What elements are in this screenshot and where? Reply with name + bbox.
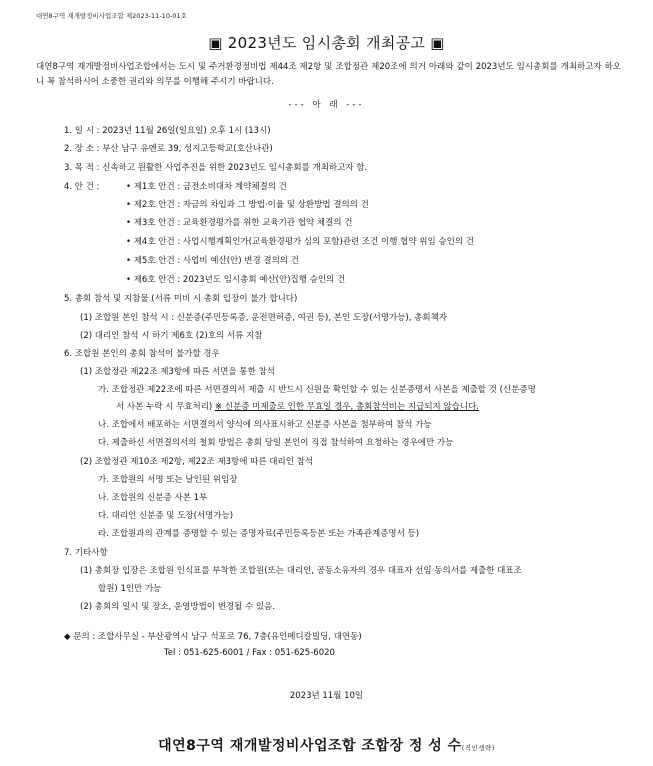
- item-agenda-label: 4. 안 건 :: [64, 182, 100, 192]
- item-attendance-proxy: (2) 대리인 참석 시 하기 제6호 (2)호의 서류 지참: [80, 331, 263, 341]
- item-date: 1. 일 시 : 2023년 11월 26일(일요일) 오후 1시 (13시): [64, 126, 271, 136]
- notice-date: 2023년 11월 10일: [289, 691, 364, 701]
- agenda-item: • 제2호 안건 : 자금의 차입과 그 방법·이율 및 상환방법 결의의 건: [126, 200, 369, 210]
- section-divider-label: --- 아 래 ---: [288, 100, 365, 110]
- other-entry: (1) 총회장 입장은 조합원 인식표를 부착한 조합원(또는 대리인, 공동소유자의 경우 대표자 선임 동의서를 제출한 대표조: [80, 566, 522, 576]
- agenda-item: • 제4호 안건 : 사업시행계획인가(교육환경평가 심의 포함)관련 조건 이행 협약 위임 승인의 건: [126, 237, 474, 247]
- warning-note: ※ 신분증 미제출로 인한 무효일 경우, 총회참석비는 지급되지 않습니다.: [214, 402, 480, 412]
- item-purpose: 3. 목 적 : 신속하고 원활한 사업추진을 위한 2023년도 임시총회를 개최하고자 함.: [64, 163, 368, 173]
- item-other: 7. 기타사항: [64, 548, 108, 558]
- seal-note: (직인생략): [461, 744, 495, 752]
- invalid-note: 서 사본 누락 시 무효처리): [116, 402, 213, 412]
- item-attendance-self: (1) 조합원 본인 참석 시 : 신분증(주민등록증, 운전면허증, 여권 등), 본인 도장(서명가능), 총회책자: [80, 313, 447, 323]
- written-resolution-da: 다. 제출하신 서면결의서의 철회 방법은 총회 당일 본인이 직접 참석하여 요청하는 경우에만 가능: [98, 438, 454, 448]
- item-venue: 2. 장 소 : 부산 남구 유엔로 39, 성지고등학교(호산나관): [64, 144, 273, 154]
- item-absence: 6. 조합원 본인의 총회 참석이 불가할 경우: [64, 349, 220, 359]
- agenda-item: • 제5호 안건 : 사업비 예산(안) 변경 결의의 건: [126, 256, 299, 266]
- contact-address: ◆ 문의 : 조합사무실 - 부산광역시 남구 석포로 76, 7층(유인메디칼빌딩, 대연동): [64, 632, 362, 642]
- item-attendance: 5. 총회 참석 및 지참물 (서류 미비 시 총회 입장이 불가 합니다): [64, 294, 298, 304]
- proxy-na: 나. 조합원의 신분증 사본 1부: [98, 493, 208, 503]
- notice-title: ▣ 2023년도 임시총회 개최공고 ▣: [208, 34, 445, 52]
- agenda-item: • 제6호 안건 : 2023년도 임시총회 예산(안)집행 승인의 건: [126, 275, 346, 285]
- intro-paragraph: 대연8구역 재개발정비사업조합에서는 도시 및 주거환경정비법 제44조 제2항 및 조합정관 제20조에 의거 아래와 같이 2023년도 임시총회를 개최하고자 하오니 꼭 참석하시어 소중한 권리와 의무를 이행해 주시기 바랍니다.: [36, 62, 621, 87]
- proxy-ra: 라. 조합원과의 관계를 증명할 수 있는 증명자료(주민등록등본 또는 가족관계증명서 등): [98, 529, 420, 539]
- item-written-resolution: (1) 조합정관 제22조 제3항에 따른 서면을 통한 참석: [80, 367, 275, 377]
- document-number: 대연8구역 재개발정비사업조합 제2023-11-10-01호: [36, 12, 187, 20]
- written-resolution-ga: 가. 조합정관 제22조에 따른 서면결의서 제출 시 반드시 신원을 확인할 수 있는 신분증명서 사본을 제출할 것 (신분증명: [98, 385, 536, 395]
- signature-name: 대연8구역 재개발정비사업조합 조합장 정 성 수: [158, 738, 462, 754]
- other-change: (2) 총회의 일시 및 장소, 운영방법이 변경될 수 있음.: [80, 602, 276, 612]
- other-entry-cont: 합원) 1인만 가능: [98, 584, 162, 594]
- written-resolution-na: 나. 조합에서 배포하는 서면결의서 양식에 의사표시하고 신분증 사본을 첨부하여 참석 가능: [98, 420, 432, 430]
- agenda-item: • 제3호 안건 : 교육환경평가를 위한 교육기관 협약 체결의 건: [126, 218, 353, 228]
- signature: [0, 735, 653, 755]
- proxy-da: 다. 대리인 신분증 및 도장(서명가능): [98, 511, 234, 521]
- written-resolution-ga-cont: [116, 400, 479, 412]
- agenda-item: • 제1호 안건 : 금전소비대차 계약체결의 건: [126, 182, 287, 192]
- proxy-ga: 가. 조합원의 서명 또는 날인된 위임장: [98, 475, 238, 485]
- item-proxy: (2) 조합정관 제10조 제2항, 제22조 제3항에 따른 대리인 참석: [80, 457, 314, 467]
- contact-phone: Tel : 051-625-6001 / Fax : 051-625-6020: [164, 648, 335, 658]
